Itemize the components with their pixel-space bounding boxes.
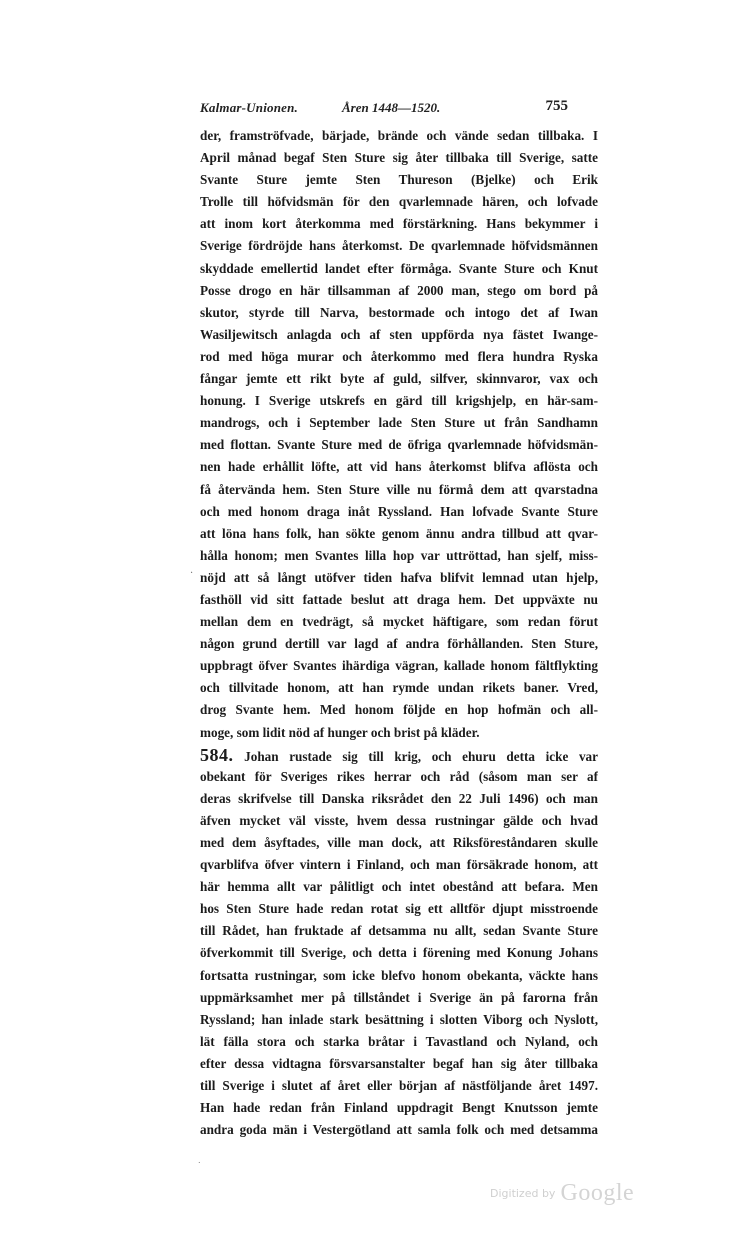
google-watermark xyxy=(490,1180,634,1207)
watermark-prefix: Digitized by xyxy=(490,1187,556,1200)
text-line: rod med höga murar och återkommo med flera hundra Ryska xyxy=(200,348,598,364)
text-line: mandrogs, och i September lade Sten Sture ut från Sandhamn xyxy=(200,415,598,431)
text-line: Wasiljewitsch anlagda och af sten uppförda nya fästet Iwange- xyxy=(200,326,598,342)
text-line: få återvända hem. Sten Sture ville nu förmå dem att qvarstadna xyxy=(200,481,598,497)
section-first-text: Johan rustade sig till krig, och ehuru detta icke var xyxy=(244,748,598,764)
running-title: Kalmar-Unionen. xyxy=(200,100,298,115)
text-line: fasthöll vid sitt fattade beslut att draga hem. Det uppväxte nu xyxy=(200,591,598,607)
text-line: moge, som lidit nöd af hunger och brist på kläder. xyxy=(200,724,480,740)
stray-mark: . xyxy=(198,1156,201,1165)
text-line: skutor, styrde till Narva, bestormade och intogo det af Iwan xyxy=(200,304,598,320)
text-line: fortsatta rustningar, som icke blefvo honom obekanta, väckte hans xyxy=(200,967,598,983)
text-line: Han hade redan från Finland uppdragit Bengt Knutsson jemte xyxy=(200,1100,598,1116)
text-line: någon grund dertill var lagd af andra förhållanden. Sten Sture, xyxy=(200,636,598,652)
text-line: lät fälla stora och starka bråtar i Tavastland och Nyland, och xyxy=(200,1033,598,1049)
text-line: drog Svante hem. Med honom följde en hop hofmän och all- xyxy=(200,702,598,718)
text-line: med flottan. Svante Sture med de öfriga qvarlemnade höfvidsmän- xyxy=(200,437,598,453)
text-line: att inom kort återkomma med förstärkning. Hans bekymmer i xyxy=(200,216,598,232)
text-line: hos Sten Sture hade redan rotat sig ett alltför djupt misstroende xyxy=(200,901,598,917)
text-line: Ryssland; han inlade stark besättning i slotten Viborg och Nyslott, xyxy=(200,1011,598,1027)
text-line: äfven mycket väl visste, hvem dessa rustningar gälde och hvad xyxy=(200,812,598,828)
text-line: qvarblifva öfver vintern i Finland, och man försäkrade honom, att xyxy=(200,857,598,873)
text-line: här hemma allt var pålitligt och intet obestånd att befara. Men xyxy=(200,879,598,895)
running-years: Åren 1448—1520. xyxy=(342,100,441,115)
text-line: Sverige fördröjde hans återkomst. De qvarlemnade höfvidsmännen xyxy=(200,238,598,254)
text-line: andra goda män i Vestergötland att samla folk och med detsamma xyxy=(200,1122,598,1138)
google-logo: Google xyxy=(560,1180,635,1206)
text-line: till Rådet, han fruktade af detsamma nu allt, sedan Svante Sture xyxy=(200,923,598,939)
text-line: Trolle till höfvidsmän för den qvarlemnade hären, och lofvade xyxy=(200,194,598,210)
text-line: öfverkommit till Sverige, och detta i förening med Konung Johans xyxy=(200,945,598,961)
section-number: 584. xyxy=(200,744,234,765)
text-line: skyddade emellertid landet efter förmåga. Svante Sture och Knut xyxy=(200,260,598,276)
text-line: uppmärksamhet mer på tillståndet i Sverige än på farorna från xyxy=(200,989,598,1005)
text-line: deras skrifvelse till Danska riksrådet den 22 Juli 1496) och man xyxy=(200,790,598,806)
text-line: Svante Sture jemte Sten Thureson (Bjelke) och Erik xyxy=(200,172,598,188)
text-line: hålla honom; men Svantes lilla hop var uttröttad, han sjelf, miss- xyxy=(200,547,598,563)
text-line: obekant för Sveriges rikes herrar och råd (såsom man ser af xyxy=(200,768,598,784)
running-head xyxy=(200,98,568,122)
text-line: och tillvitade honom, att han rymde undan rikets baner. Vred, xyxy=(200,680,598,696)
text-line: mellan dem en tvedrägt, så mycket häftigare, som redan förut xyxy=(200,614,598,630)
text-line: honung. I Sverige utskrefs en gärd till krigshjelp, en här-sam- xyxy=(200,393,598,409)
text-line: till Sverige i slutet af året eller början af nästföljande året 1497. xyxy=(200,1078,598,1094)
text-line: der, framströfvade, bärjade, brände och vände sedan tillbaka. I xyxy=(200,128,598,143)
margin-mark: · xyxy=(190,568,194,579)
text-line: Posse drogo en här tillsamman af 2000 man, stego om bord på xyxy=(200,282,598,298)
text-line: nen hade erhållit löfte, att vid hans återkomst blifva aflösta och xyxy=(200,459,598,475)
text-line: fångar jemte ett rikt byte af guld, silfver, skinnvaror, vax och xyxy=(200,371,598,387)
text-line: att löna hans folk, han sökte genom ännu andra tillbud att qvar- xyxy=(200,525,598,541)
section-first-line xyxy=(200,744,598,766)
text-line: efter dessa vidtagna försvarsanstalter begaf han sig åter tillbaka xyxy=(200,1055,598,1071)
text-line: med dem åsyftades, ville man dock, att Riksföreståndaren skulle xyxy=(200,835,598,850)
body-text xyxy=(200,125,598,1141)
text-line: och med honom draga inåt Ryssland. Han lofvade Svante Sture xyxy=(200,503,598,519)
text-line: nöjd att så långt utöfver tiden hafva blifvit lemnad utan hjelp, xyxy=(200,569,598,585)
text-line: uppbragt öfver Svantes ihärdiga vägran, kallade honom fältflykting xyxy=(200,658,598,674)
page-number: 755 xyxy=(545,98,568,114)
text-line: April månad begaf Sten Sture sig åter tillbaka till Sverige, satte xyxy=(200,150,598,166)
